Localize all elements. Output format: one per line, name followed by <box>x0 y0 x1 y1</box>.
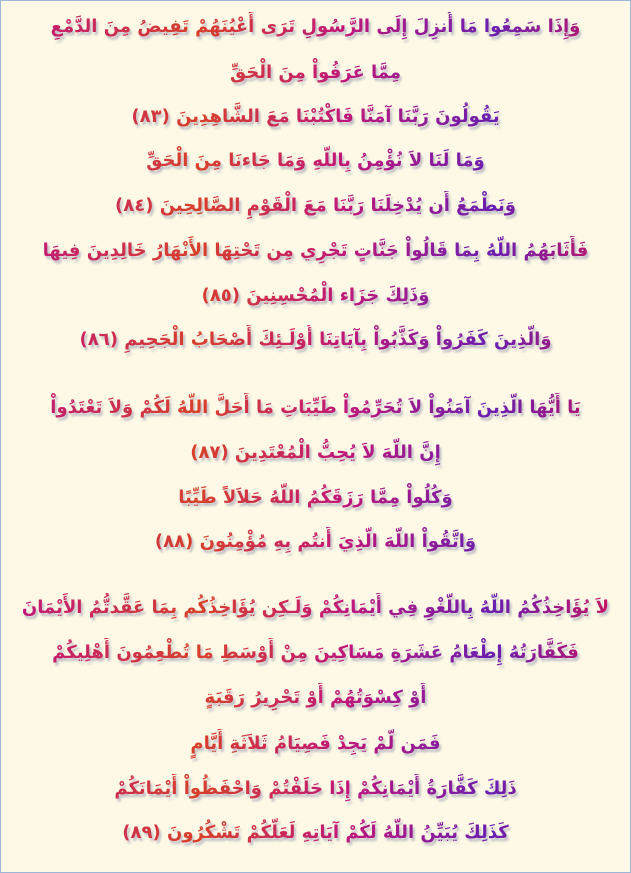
verse-line: ذَلِكَ كَفَّارَةُ أَيْمَانِكُمْ إِذَا حَلَفْتُمْ وَاحْفَظُواْ أَيْمَانَكُمْ <box>20 774 611 804</box>
verse-line: مِمَّا عَرَفُواْ مِنَ الْحَقِّ <box>20 58 611 88</box>
verse-line: أَوْ كِسْوَتُهُمْ أَوْ تَحْرِيرُ رَقَبَةٍ <box>20 683 611 713</box>
verse-line: فَأَثَابَهُمُ اللّهُ بِمَا قَالُواْ جَنَّاتٍ تَجْرِي مِن تَحْتِهَا الأَنْهَارُ خَالِدِينَ فِيهَا <box>20 236 611 266</box>
verse-line: وَمَا لَنَا لاَ نُؤْمِنُ بِاللّهِ وَمَا جَاءنَا مِنَ الْحَقِّ <box>20 146 611 176</box>
verse-line: فَكَفَّارَتُهُ إِطْعَامُ عَشَرَةِ مَسَاكِينَ مِنْ أَوْسَطِ مَا تُطْعِمُونَ أَهْلِيكُمْ <box>20 638 611 668</box>
verse-line: فَمَن لَّمْ يَجِدْ فَصِيَامُ ثَلاَثَةِ أَيَّامٍ <box>20 729 611 759</box>
verse-line: وَاتَّقُواْ اللّهَ الَّذِيَ أَنتُم بِهِ مُؤْمِنُونَ (٨٨) <box>20 527 611 557</box>
verse-line: إِنَّ اللّهَ لاَ يُحِبُّ الْمُعْتَدِينَ (٨٧) <box>20 438 611 468</box>
verse-line: يَا أَيُّهَا الَّذِينَ آمَنُواْ لاَ تُحَرِّمُواْ طَيِّبَاتِ مَا أَحَلَّ اللّهُ لَكُمْ وَلاَ تَعْتَدُواْ <box>20 393 611 423</box>
verse-line: يَقُولُونَ رَبَّنَا آمَنَّا فَاكْتُبْنَا مَعَ الشَّاهِدِينَ (٨٣) <box>20 102 611 132</box>
verse-line: كَذَلِكَ يُبَيِّنُ اللّهُ لَكُمْ آيَاتِهِ لَعَلَّكُمْ تَشْكُرُونَ (٨٩) <box>20 818 611 848</box>
verse-line: وَالَّذِينَ كَفَرُواْ وَكَذَّبُواْ بِآيَاتِنَا أُوْلَـئِكَ أَصْحَابُ الْجَحِيمِ (٨٦) <box>20 325 611 355</box>
verse-line: وَنَطْمَعُ أَن يُدْخِلَنَا رَبَّنَا مَعَ الْقَوْمِ الصَّالِحِينَ (٨٤) <box>20 191 611 221</box>
verse-line: لاَ يُؤَاخِذُكُمُ اللّهُ بِاللَّغْوِ فِي أَيْمَانِكُمْ وَلَـكِن يُؤَاخِذُكُم بِمَا عَقَّدتُّمُ الأَيْمَانَ <box>20 593 611 623</box>
verse-line: وَكُلُواْ مِمَّا رَزَقَكُمُ اللّهُ حَلاَلاً طَيِّبًا <box>20 483 611 513</box>
verse-line: وَذَلِكَ جَزَاء الْمُحْسِنِينَ (٨٥) <box>20 281 611 311</box>
verse-line: وَإِذَا سَمِعُوا مَا أُنزِلَ إِلَى الرَّسُولِ تَرَى أَعْيُنَهُمْ تَفِيضُ مِنَ الدَّمْعِ <box>20 12 611 42</box>
